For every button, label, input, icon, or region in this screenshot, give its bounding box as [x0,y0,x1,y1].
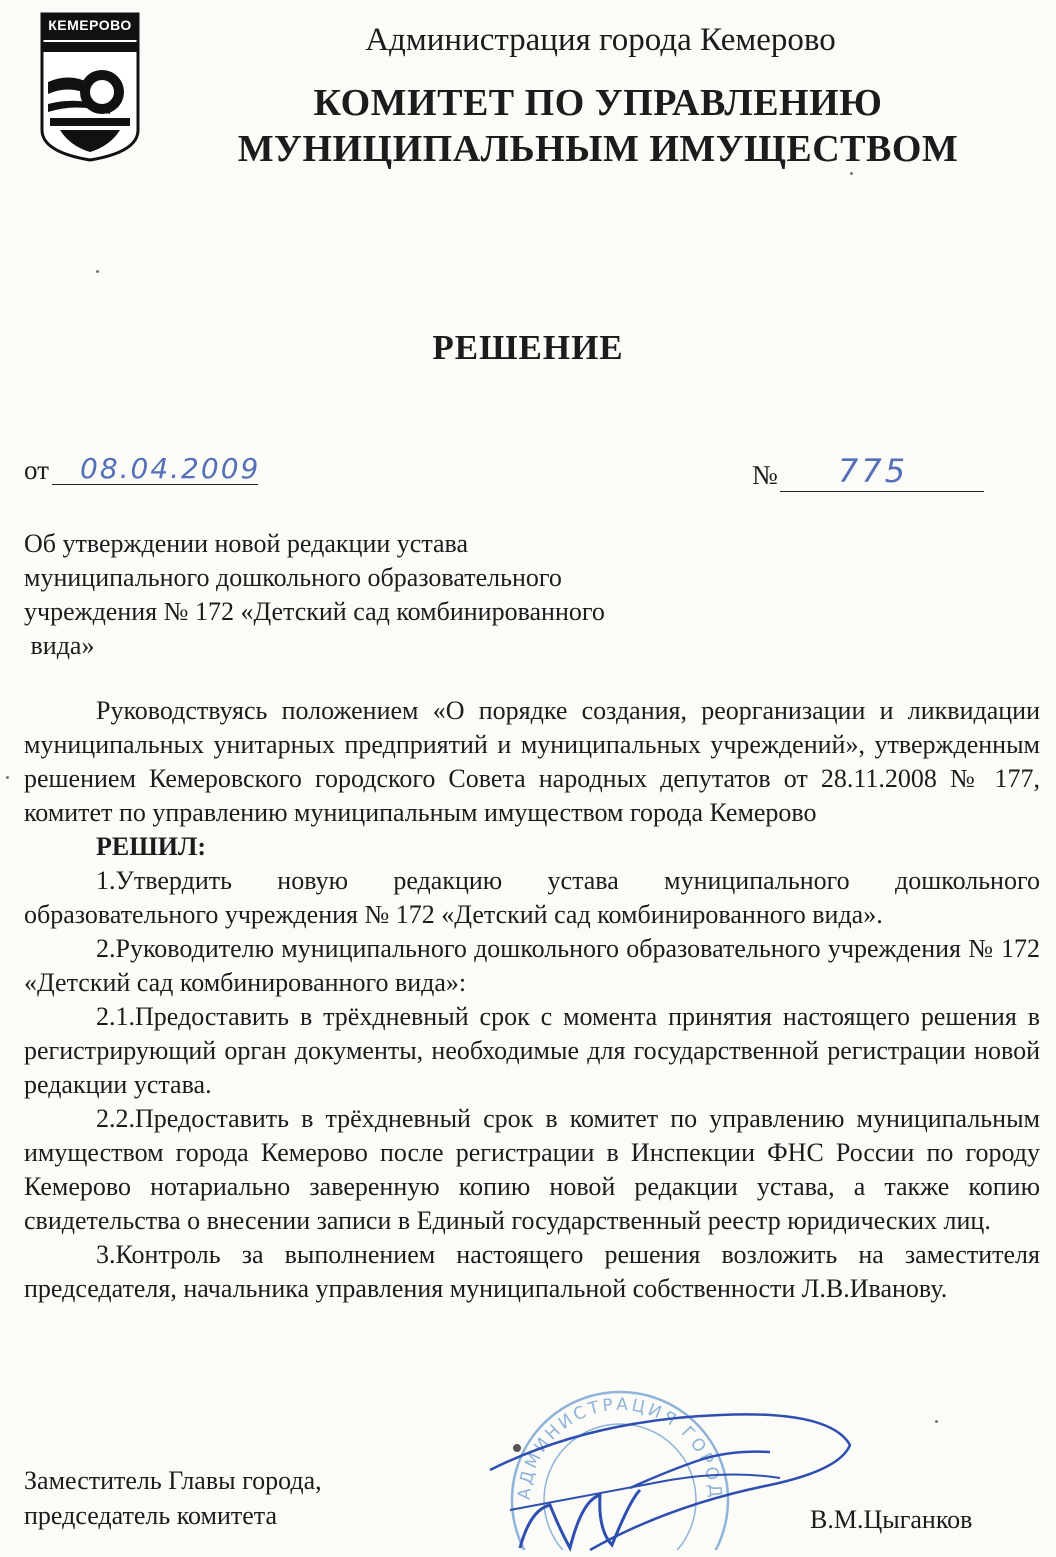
resolution-item: 2.Руководителю муниципального дошкольного образовательного учреждения № 172 «Детский сад комбинированного вида»: [24,934,1040,997]
scan-speck [6,776,9,779]
subject-line: вида» [24,631,95,660]
date-label: от [24,455,49,485]
number-underline [780,491,984,492]
administration-name: Администрация города Кемерово [365,22,836,58]
coat-of-arms-city-label: КЕМЕРОВО [48,17,132,33]
svg-text:АДМИНИСТРАЦИЯ ГОРОДА КЕМЕРОВО: АДМИНИСТРАЦИЯ ГОРОД [514,1394,726,1502]
scan-speck [850,172,853,175]
subject-line: Об утверждении новой редакции устава [24,529,469,558]
resolution-item: 1.Утвердить новую редакцию устава муниципального дошкольного образовательного учреждения № 172 «Детский сад комбинированного вида». [24,866,1040,929]
committee-name-line2: МУНИЦИПАЛЬНЫМ ИМУЩЕСТВОМ [237,128,959,170]
scan-speck [935,1420,938,1423]
number-value: 775 [838,452,909,490]
date-value: 08.04.2009 [80,452,261,485]
resolved-heading: РЕШИЛ: [96,832,207,861]
resolution-item: 2.1.Предоставить в трёхдневный срок с момента принятия настоящего решения в регистрирующий орган документы, необходимые для государственной регистрации новой редакции устава. [24,1002,1040,1099]
number-label: № [752,460,778,490]
resolution-item: 3.Контроль за выполнением настоящего решения возложить на заместителя председателя, начальника управления муниципальной собственности Л.В.Иванову. [24,1240,1040,1303]
subject-line: учреждения № 172 «Детский сад комбинированного [24,597,605,626]
subject-line: муниципального дошкольного образовательного [24,563,562,592]
document-body [24,694,1040,1306]
document-title: РЕШЕНИЕ [432,328,624,367]
signatory-name: В.М.Цыганков [810,1505,973,1534]
scan-speck [96,270,99,273]
preamble-paragraph: Руководствуясь положением «О порядке создания, реорганизации и ликвидации муниципальных унитарных предприятий и муниципальных учреждений», утвержденным решением Кемеровского городского Совета народных депутатов от 28.11.2008 № 177, комитет по управлению муниципальным имуществом города Кемерово [24,696,1040,827]
signatory-position [24,1463,322,1533]
scan-speck [513,1444,521,1452]
resolution-item: 2.2.Предоставить в трёхдневный срок в комитет по управлению муниципальным имуществом города Кемерово после регистрации в Инспекции ФНС России по городу Кемерово нотариально заверенную копию новой редакции устава, а также копию свидетельства о внесении записи в Единый государственный реестр юридических лиц. [24,1104,1040,1235]
signatory-position-line2: председатель комитета [24,1501,278,1530]
subject-block [24,527,724,663]
committee-name-line1: КОМИТЕТ ПО УПРАВЛЕНИЮ [313,82,883,124]
signatory-position-line1: Заместитель Главы города, [24,1466,322,1495]
committee-name [140,80,1056,172]
